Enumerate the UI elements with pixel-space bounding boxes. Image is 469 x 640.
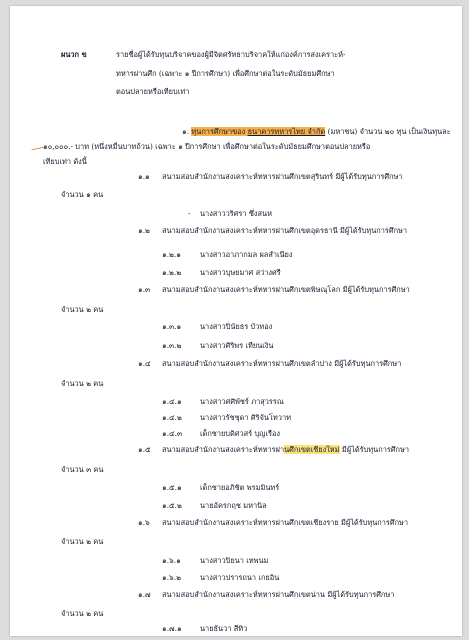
person-name: นางสาวศศิพัชร์ ภาสุวรรณ bbox=[200, 397, 284, 406]
intro-line-3: เทียบเท่า ดังนี้ bbox=[43, 157, 87, 166]
section-number: ๑.๕ bbox=[138, 445, 151, 454]
section-text: สนามสอบสำนักงานสงเคราะห์ทหารผ่านศึกเขตเชียงราย มีผู้ได้รับทุนการศึกษา bbox=[162, 518, 409, 527]
section-number: ๑.๗ bbox=[138, 590, 151, 599]
section-count: จำนวน ๒ คน bbox=[61, 379, 104, 388]
section-number: ๑.๖ bbox=[138, 518, 150, 527]
section-text bbox=[162, 445, 409, 455]
person-number: ๑.๖.๑ bbox=[162, 556, 181, 565]
section-number: ๑.๑ bbox=[138, 172, 150, 181]
intro-line-1 bbox=[182, 127, 451, 137]
section-count: จำนวน ๒ คน bbox=[61, 305, 104, 314]
section-text: สนามสอบสำนักงานสงเคราะห์ทหารผ่านศึกเขตพิษณุโลก มีผู้ได้รับทุนการศึกษา bbox=[162, 285, 410, 294]
section-count: จำนวน ๓ คน bbox=[61, 465, 104, 474]
person-number: ๑.๒.๑ bbox=[162, 250, 181, 259]
intro-line-2: ๑๐,๐๐๐.- บาท (หนึ่งหมื่นบาทถ้วน) เฉพาะ ๑ ปีการศึกษา เพื่อศึกษาต่อในระดับมัธยมศึกษาตอนปลายหรือ bbox=[43, 142, 371, 151]
title-line-2: ทหารผ่านศึก (เฉพาะ ๑ ปีการศึกษา) เพื่อศึกษาต่อในระดับมัธยมศึกษา bbox=[116, 69, 335, 78]
section-text-highlight: นศึกเขตเชียงใหม่ bbox=[284, 445, 340, 454]
title-line-1: รายชื่อผู้ได้รับทุนบริจาคของผู้มีจิตศรัทธาบริจาคให้แก่องค์การสงเคราะห์- bbox=[116, 50, 346, 59]
section-count: จำนวน ๒ คน bbox=[61, 537, 104, 546]
section-number: ๑.๔ bbox=[138, 359, 151, 368]
intro-line-1-rest: (มหาชน) จำนวน ๒๐ ทุน เป็นเงินทุนละ bbox=[325, 127, 451, 136]
fund-prefix: ทุนการศึกษาของ bbox=[191, 127, 248, 136]
document-page bbox=[10, 6, 462, 636]
person-name: นางสาวอาภากมล ผลสำเนียง bbox=[200, 250, 293, 259]
section-count: จำนวน ๒ คน bbox=[61, 609, 104, 618]
title-line-3: ตอนปลายหรือเทียบเท่า bbox=[116, 87, 190, 96]
person-number: ๑.๖.๒ bbox=[162, 573, 181, 582]
person-number: ๑.๔.๓ bbox=[162, 429, 183, 438]
person-number: ๑.๕.๑ bbox=[162, 483, 182, 492]
person-name: นางสาวปรารถนา เกยอิน bbox=[200, 573, 280, 582]
section-text-part-b: มีผู้ได้รับทุนการศึกษา bbox=[339, 445, 409, 454]
person-name: นางสาวบุษยมาศ สว่างศรี bbox=[200, 268, 281, 277]
annex-label: ผนวก ข bbox=[61, 50, 87, 59]
section-text-part-a: สนามสอบสำนักงานสงเคราะห์ทหารผ่า bbox=[162, 445, 285, 454]
person-number: ๑.๔.๒ bbox=[162, 413, 182, 422]
person-name: นางสาววริศรา ซึ่งสนห bbox=[200, 209, 272, 218]
section-text: สนามสอบสำนักงานสงเคราะห์ทหารผ่านศึกเขตลำปาง มีผู้ได้รับทุนการศึกษา bbox=[162, 359, 402, 368]
person-number: ๑.๕.๒ bbox=[162, 501, 182, 510]
person-name: นางสาวปิยนา เทพนม bbox=[200, 556, 269, 565]
intro-number: ๑. bbox=[182, 127, 190, 136]
person-number: ๑.๔.๑ bbox=[162, 397, 182, 406]
section-number: ๑.๓ bbox=[138, 285, 151, 294]
person-number: ๑.๒.๒ bbox=[162, 268, 182, 277]
person-number: ๑.๓.๑ bbox=[162, 322, 182, 331]
person-name: นายอัครกฤช มหานิล bbox=[200, 501, 267, 510]
person-name: นางสาวรัชชุดา ศิริจันโทวาท bbox=[200, 413, 291, 422]
person-name: เด็กชายบดิศวสร์ บุญเรือง bbox=[200, 429, 280, 438]
person-number: ๑.๓.๒ bbox=[162, 341, 182, 350]
section-count: จำนวน ๑ คน bbox=[61, 190, 104, 199]
handwritten-mark bbox=[32, 147, 45, 155]
person-name: เด็กชายอภิชิต พรมมินทร์ bbox=[200, 483, 280, 492]
person-name: นางสาวปิ่นัยธร บัวทอง bbox=[200, 322, 273, 331]
section-text: สนามสอบสำนักงานสงเคราะห์ทหารผ่านศึกเขตสุรินทร์ มีผู้ได้รับทุนการศึกษา bbox=[162, 172, 403, 181]
section-number: ๑.๒ bbox=[138, 226, 150, 235]
person-number: ๑.๗.๑ bbox=[162, 624, 182, 633]
section-text: สนามสอบสำนักงานสงเคราะห์ทหารผ่านศึกเขตน่าน มีผู้ได้รับทุนการศึกษา bbox=[162, 590, 395, 599]
section-text: สนามสอบสำนักงานสงเคราะห์ทหารผ่านศึกเขตอุดรธานี มีผู้ได้รับทุนการศึกษา bbox=[162, 226, 408, 235]
person-number: - bbox=[188, 209, 191, 218]
person-name: นายธันวา สีทิว bbox=[200, 624, 248, 633]
person-name: นางสาวศิริพร เทียนเงิน bbox=[200, 341, 274, 350]
fund-bank: ธนาคารทหารไทย จำกัด bbox=[247, 127, 326, 136]
